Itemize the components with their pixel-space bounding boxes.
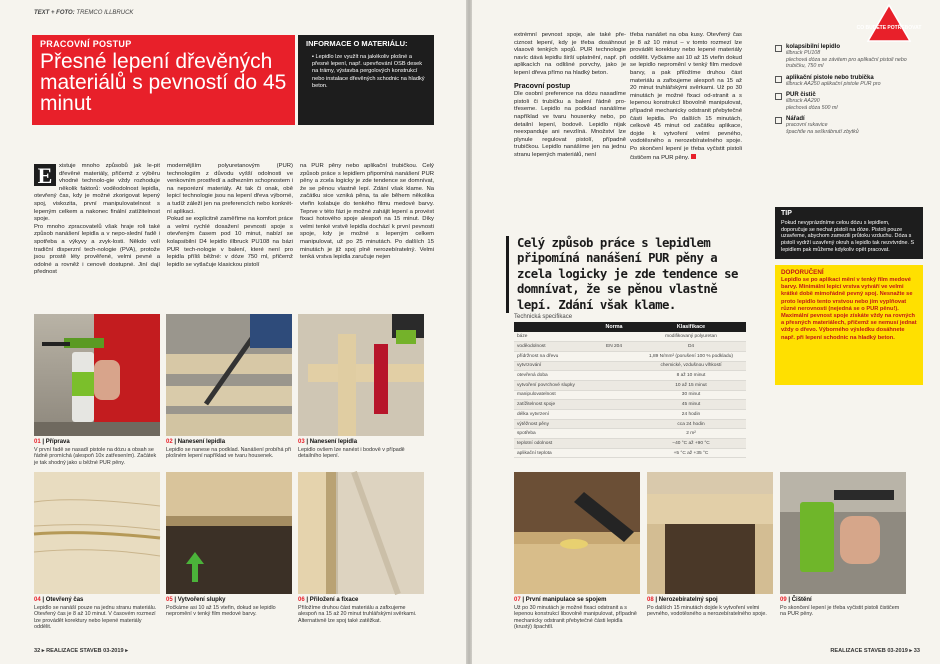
right-body-text-2: třeba nanášet na oba kusy. Otevřený čas je 8 až 10 minut – v tomto rozmezí lze provádět korektury nebo lepené materiály oddělit. Vyčkáme asi 10 až 15 vteřin dokud se lepidlo nepromění v tenký film medové barvy, a pak přiložíme druhou část materiálu a zafixujeme alespoň na 15 až 20 minut truhlářskými svěrkami. Už po 30 minutách je možné fixaci od-stranit a s lepenou konstrukcí libovolně manipulovat, případně mechanicky odstranit přebytečné části lepidla. Po dalších 15 minutách, celkově 45 minut od začátku aplikace, dojde k vytvoření velmi pevného, vodotěsného a nerozebíratelného spoje. Po skončení lepení je třeba vyčistit pistoli čističem na PUR pěny. (630, 32, 742, 161)
spec-header (514, 322, 592, 332)
spec-cell (592, 419, 636, 429)
spec-cell: otevřená doba (514, 371, 592, 381)
spec-cell (592, 448, 636, 458)
spec-cell: 8 až 10 minut (636, 371, 746, 381)
right-page (472, 0, 940, 664)
spec-table (514, 322, 746, 458)
spec-row (514, 361, 746, 371)
spec-row (514, 448, 746, 458)
checkbox-icon (775, 45, 782, 52)
spec-row (514, 390, 746, 400)
spec-cell: +5 °C až +35 °C (636, 448, 746, 458)
photo-step-04 (34, 472, 160, 594)
page-footer-right: REALIZACE STAVEB 03-2019 ▸ 33 (830, 648, 920, 654)
caption-step-01: 01 | Příprava V první řadě se nasadí pistole na dózu a obsah se řádně promíchá (alespoň 10x zatřesením). Začátek je tak shodný jako u běžné PUR pěny. (34, 439, 157, 466)
photo-step-01 (34, 314, 160, 436)
photo-step-03 (298, 314, 424, 436)
spec-cell: vytvrzování (514, 361, 592, 371)
photo-step-02 (166, 314, 292, 436)
spec-cell: 10 až 15 minut (636, 380, 746, 390)
spec-cell (592, 351, 636, 361)
spec-cell: 2 m² (636, 429, 746, 439)
material-info-heading: INFORMACE O MATERIÁLU: (306, 39, 408, 48)
caption-step-04: 04 | Otevřený čas Lepidlo se nanáší pouze na jednu stranu materiálu. Otevřený čas je 8 až 10 minut. V časovém rozmezí lze provádět korektury nebo lepené materiály oddělit. (34, 597, 157, 631)
right-body-column-1 (514, 32, 626, 160)
checkbox-icon (775, 93, 782, 100)
spec-cell: 1,89 N/mm² (porušení 100 % podkladu) (636, 351, 746, 361)
spec-table-title: Technická specifikace (514, 314, 573, 320)
left-page (0, 0, 466, 664)
spec-cell: chemické, vzdušnou vlhkostí (636, 361, 746, 371)
materials-checklist (775, 44, 923, 140)
spec-row (514, 380, 746, 390)
spec-cell: 24 hodin (636, 410, 746, 420)
recommendation-heading: DOPORUČENÍ (781, 269, 824, 276)
spec-cell: výtěžnost pěny (514, 419, 592, 429)
kicker: PRACOVNÍ POSTUP (40, 39, 132, 49)
spec-cell (592, 390, 636, 400)
needs-badge-icon (856, 4, 922, 42)
spec-row (514, 400, 746, 410)
spec-header: Norma (592, 322, 636, 332)
checklist-item: PUR čistič illbruck AA290 plechová dóza 500 ml (775, 92, 923, 111)
recommendation-text: Lepidlo se po aplikaci mění v tenký film medové barvy. Minimální lepicí vrstva vytváří ve velmi krátké době mimořádně pevný spoj. Nesnažte se proto lepidlo tento vrstvou nebo jím vyplňovat různé nerovnosti (nejedná se o PUR pěnu!). Maximální pevnost spoje získáte vždy na rovných a přesných materiálech, přičemž se nemusí jednat vždy o dřevo. Výborného výsledku dosáhnete např. při lepení schodnic na hladký beton. (781, 277, 917, 341)
photo-step-06 (298, 472, 424, 594)
spec-header: Klasifikace (636, 322, 746, 332)
page-title: Přesné lepení dřevěných materiálů s pevností do 45 minut (40, 50, 287, 115)
section-subhead: Pracovní postup (514, 80, 571, 90)
spec-cell (592, 371, 636, 381)
caption-step-05: 05 | Vytvoření slupky Počkáme asi 10 až 15 vteřin, dokud se lepidlo nepromění v tenký film medové barvy. (166, 597, 276, 618)
spec-cell: 30 minut (636, 390, 746, 400)
spec-cell: manipulovatelnost (514, 390, 592, 400)
spec-cell: cca 24 hodin (636, 419, 746, 429)
tip-box (775, 207, 923, 259)
photo-step-07 (514, 472, 640, 594)
spec-row (514, 371, 746, 381)
checklist-item: kolapsibilní lepidlo illbruck PU108 plechová dóza se závitem pro aplikační pistoli nebo trubičku, 750 ml (775, 44, 923, 70)
caption-step-09: 09 | Čištění Po skončení lepení je třeba vyčistit pistoli čističem na PUR pěny. (780, 597, 900, 618)
spec-cell: teplotní odolnost (514, 439, 592, 449)
tip-text: Pokud nevyprázdníme celou dózu s lepidlem, doporučuje se nechat pistoli na dóze. Pistoli pouze uzavřeme, abychom zamezili průtoku vzduchu. Dóza s pistolí vydrží uzavřený okruh a lepidlo tak nezvtvrdne. S lepidlem pak můžeme kdykoliv opět pracovat. (781, 220, 915, 253)
material-info-text: ▪ Lepidlo lze využít na jakékoliv plošné a přesné lepení, např. upevňování OSB desek na trámy, výstavba pergolových konstrukcí nebo instalace dřevěných schodnic na hladký beton. (312, 54, 425, 89)
checkbox-icon (775, 117, 782, 124)
spec-cell: 45 minut (636, 400, 746, 410)
spec-cell: aplikační teplota (514, 448, 592, 458)
spec-cell: voděodolnost (514, 342, 592, 352)
end-mark (691, 154, 696, 159)
caption-step-06: 06 | Přiložení a fixace Přiložíme druhou část materiálu a zafixujeme alespoň na 15 až 20 minut truhlářskými svěrkami. Alternativně lze spoj také zatěžkat. (298, 597, 417, 624)
recommendation-box (775, 265, 923, 385)
page-footer-left: 32 ▸ REALIZACE STAVEB 03-2019 ▸ (34, 648, 129, 654)
photo-step-05 (166, 472, 292, 594)
caption-step-02: 02 | Nanesení lepidla Lepidlo se nanese na podklad. Nanášení probíhá při plošném lepení například ve tvaru housenek. (166, 439, 291, 460)
body-text-1: xistuje mnoho způsobů jak le-pit dřevěné materiály, přičemž z výběru vhodné technolo-gie vždy rozhoduje několik faktorů: voděodolnost lepidla, otevřený čas, kdy je možné zkorigovat lepený spoj, viskozita, první manipulovatelnost s lepeným celkem a nakonec finální zatížitelnost spoje. Pro mnoho zpracovatelů však hraje roli také způsob nanášení lepidla a v nepo-slední řadě i spotřeba a výkyvy a zvyk-losti. Někdo volí tradiční disperzní tech-nologie (PVA), protože jsou prostě léty prověřené, velmi pevné a odolné a rovněž i cenově dostupné. Jiní dají přednost (34, 163, 160, 276)
spec-row (514, 419, 746, 429)
spec-cell: spotřeba (514, 429, 592, 439)
spec-cell: −40 °C až +90 °C (636, 439, 746, 449)
drop-cap: E (34, 164, 56, 186)
checklist-item: Nářadí pracovní rukavice špachtle na seškrábnutí zbytků (775, 116, 923, 135)
spec-row (514, 342, 746, 352)
spec-cell (592, 361, 636, 371)
spec-row (514, 429, 746, 439)
right-body-text-1b: Dle osobní preference na dózu nasadíme pistoli či trubičku a balení řádně pro-třeseme. Lepidlo na podklad nanášíme například ve tvaru housenky nebo, po detailní lepení, bodově. Lepidlo nijak neexpanduje ani nevzlíná. Množství lze plynule regulovat pistolí, případně trubičkou. Lepidlo nanášíme jen na jednu stranu lepených materiálů, není (514, 91, 626, 158)
caption-step-08: 08 | Nerozebíratelný spoj Po dalších 15 minutách dojde k vytvoření velmi pevného, vodotěsného a nerozebíratelného spoje. (647, 597, 767, 618)
caption-step-03: 03 | Nanesení lepidla Lepidlo ovšem lze nanést i bodově v případě detailního lepení. (298, 439, 405, 460)
checkbox-icon (775, 76, 782, 83)
spec-cell: D4 (636, 342, 746, 352)
spec-cell: vytvoření povrchové slupky (514, 380, 592, 390)
spec-cell (592, 380, 636, 390)
credit-line: TEXT + FOTO: TREMCO ILLBRUCK (34, 10, 134, 16)
spec-cell: přídržnost na dřevu (514, 351, 592, 361)
pull-quote: Celý způsob práce s lepidlem připomíná nanášení PUR pěny a zcela logicky je zde tendence se domnívat, že se pěnou vlastně lepí. Zdání však klame. (506, 236, 742, 313)
spec-cell (592, 429, 636, 439)
spec-row (514, 439, 746, 449)
spec-header-row (514, 322, 746, 332)
checklist-item: aplikační pistole nebo trubička illbruck AA250 aplikační pistole PUR pro (775, 75, 923, 88)
caption-step-07: 07 | První manipulace se spojem Už po 30 minutách je možné fixaci odstranit a s lepenou konstrukcí libovolně manipulovat, případně mechanicky odstranit přebytečné části lepidla (krustý) špachtlí. (514, 597, 637, 631)
spec-cell (592, 332, 636, 342)
right-body-column-2 (630, 32, 742, 162)
spec-cell (592, 410, 636, 420)
body-column-1 (34, 163, 160, 277)
material-info-box (298, 35, 434, 125)
photo-step-08 (647, 472, 773, 594)
spec-row (514, 410, 746, 420)
photo-step-09 (780, 472, 906, 594)
spec-row (514, 332, 746, 342)
spec-row (514, 351, 746, 361)
tip-heading: TIP (781, 210, 792, 217)
body-text-3: na PUR pěny nebo aplikační trubičkou. Celý způsob práce s lepidlem připomíná nanášení PUR pěny a zcela logicky je zde tendence se domnívat, že se pěnou vlastně lepí. Zdání však klame. Na začátku sice vzniká pěna, ta ale během několika vteřin kolabuje do tenkého filmu medové barvy. Teprve v této fázi je možné zahájit lepení a provést fixaci hotového spoje alespoň na 15 minut. Díky velmi tenké vrstvě lepidla dochází k první pevnosti spoje, kdy je možné s lepeným celkem manipulovat, už po 25 minutách. Po dalších 15 minutách je již spoj plně nerozebíratelný. Velmi tenká vrstva lepidla zaručuje nejen (300, 163, 434, 261)
spec-cell: délka vytvrzení (514, 410, 592, 420)
spec-cell: báze (514, 332, 592, 342)
headline-box (32, 35, 295, 125)
body-text-2: modernějším polyuretanovým (PUR) technologiím z důvodu vyšší odolnosti ve venkovním prostředí a adhezním schopnostem i na neporézní materiály. At tak či onak, obě lepicí technologie jsou na lepení dřeva výborné, a tudíž záleží jen na preferencích nebo konkrét-ní aplikaci. Pokud se explicitně zaměříme na komfort práce a velmi rychlé dosažení pevnosti spoje s otevřeným časem pod 10 minut, nabízí se kolapsibilní D4 lepidlo illbruck PU108 na bázi PUR tech-nologie v balení, které není pro lepidla příliš běžné: v dóze 750 ml, přičemž lepidlo se vytlačuje klasickou pistolí (167, 163, 293, 268)
spec-cell: zatížitelnost spoje (514, 400, 592, 410)
spec-cell (592, 400, 636, 410)
right-body-text-1: extrémní pevnost spoje, ale také pře-ciznost lepení, kdy je třeba dosáhnout vlasově tenkých spojů. PUR technologie navíc dává lepidlu širší uplatnění, např. při aplikacích na odlišné porvchy, jako je lepení dřeva přímo na hladký beton. (514, 32, 626, 76)
badge-label: CO BUDETE POTŘEBOVAT (856, 25, 922, 31)
spec-cell: EN 204 (592, 342, 636, 352)
spec-cell (592, 439, 636, 449)
spec-cell: modifikovaný polyuretan (636, 332, 746, 342)
